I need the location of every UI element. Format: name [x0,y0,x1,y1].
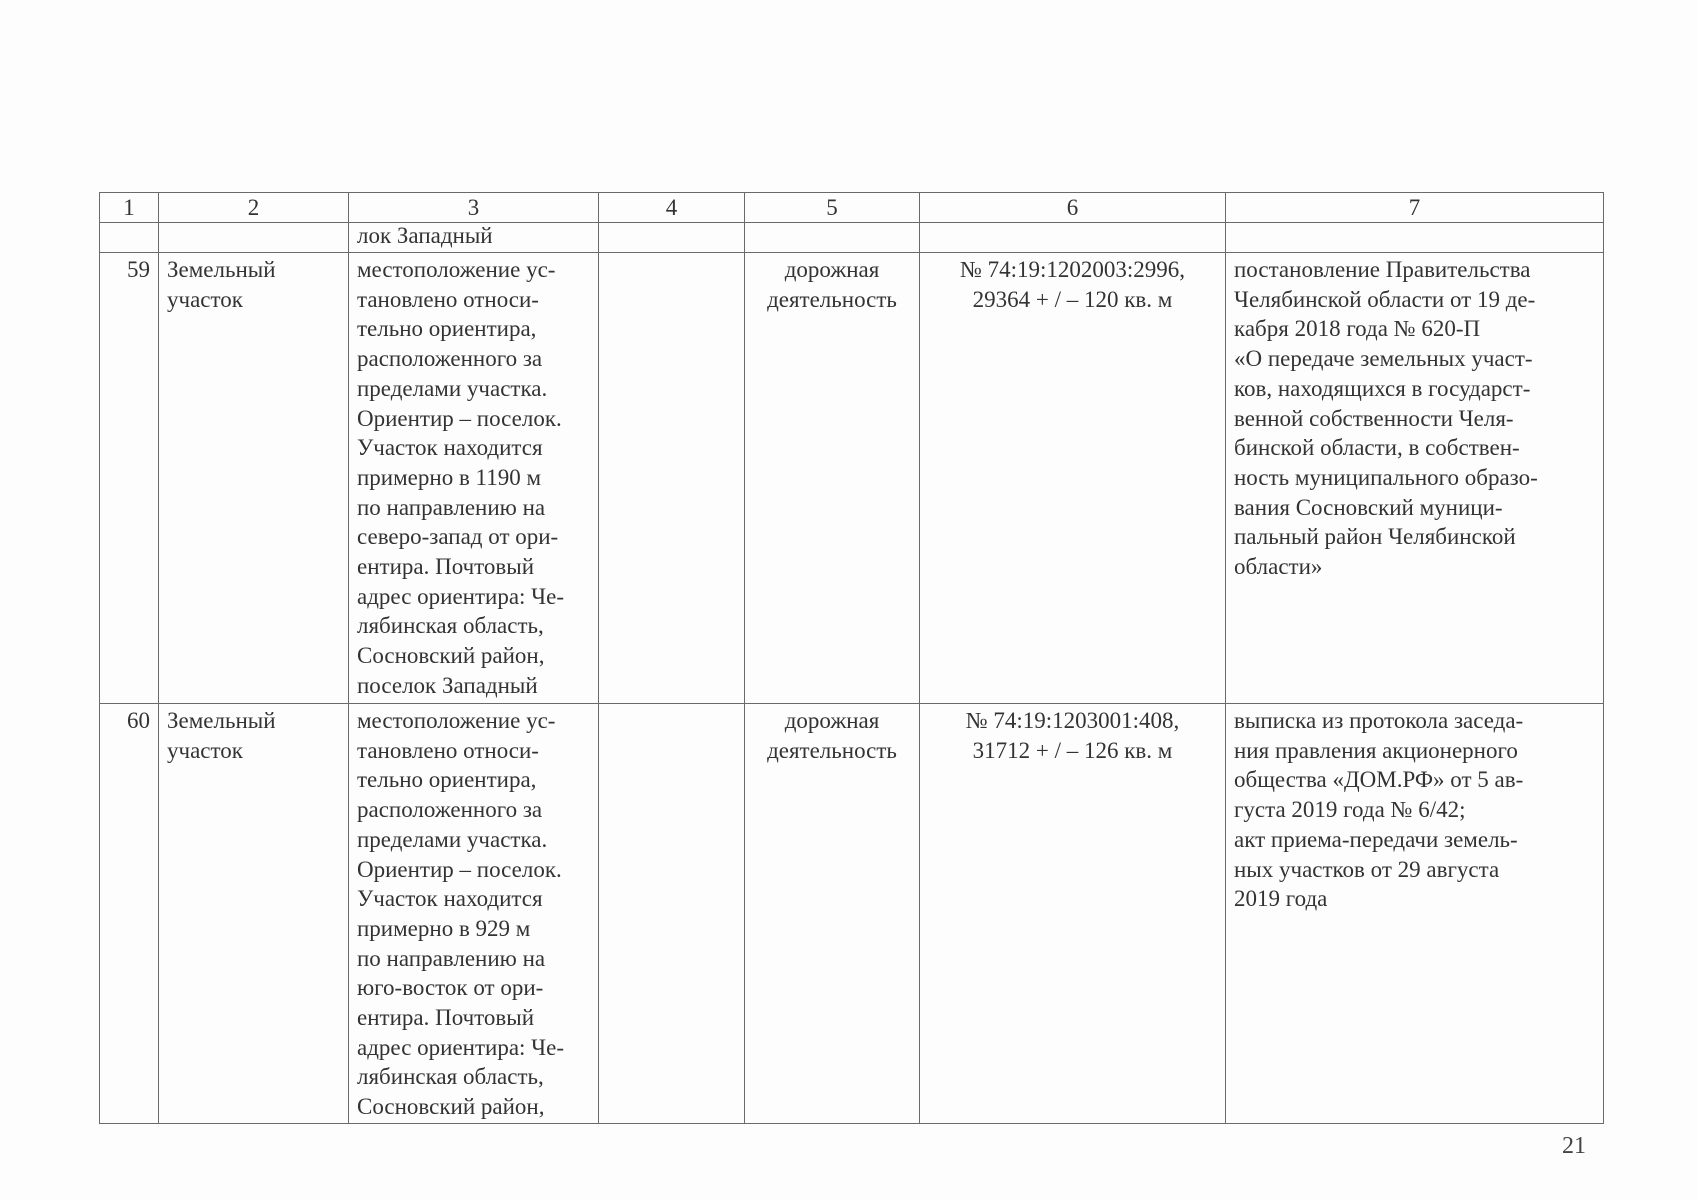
legal-basis [1226,253,1604,704]
location-line: ентира. Почтовый [357,1005,535,1031]
continuation-cell-2 [159,223,349,253]
area-value: 29364 + / – 120 кв. м [972,286,1173,312]
location-description [349,704,599,1124]
object-name: Земельный участок [159,704,349,1124]
location-line: Ориентир – поселок. [357,405,562,431]
column-number-2: 2 [159,193,349,223]
column-number-6: 6 [920,193,1226,223]
column-number-row [100,193,1604,223]
column-number-7: 7 [1226,193,1604,223]
cadastral-info [920,253,1226,704]
column-number-4: 4 [599,193,745,223]
basis-line: венной собственности Челя- [1234,405,1514,431]
basis-line: «О передаче земельных участ- [1234,346,1533,372]
column-number-3: 3 [349,193,599,223]
continuation-cell-7 [1226,223,1604,253]
continuation-cell-5 [745,223,920,253]
column-number-5: 5 [745,193,920,223]
location-line: северо-запад от ори- [357,524,559,550]
row-number: 59 [100,253,159,704]
location-line: лябинская область, [357,613,544,639]
basis-line: бинской области, в собствен- [1234,435,1520,461]
location-line: местоположение ус- [357,708,556,733]
basis-line: акт приема-передачи земель- [1234,826,1518,852]
location-line: Ориентир – поселок. [357,856,562,882]
basis-line: постановление Правительства [1234,257,1531,282]
location-line: тельно ориентира, [357,767,537,793]
basis-line: выписка из протокола заседа- [1234,708,1524,733]
continuation-cell-4 [599,223,745,253]
object-name: Земельный участок [159,253,349,704]
location-line: адрес ориентира: Че- [357,1034,564,1060]
table-row [100,253,1604,704]
location-line: примерно в 1190 м [357,464,541,490]
basis-line: ность муниципального образо- [1234,464,1538,490]
location-line: тельно ориентира, [357,316,537,342]
location-line: лябинская область, [357,1064,544,1090]
basis-line: кабря 2018 года № 620-П [1234,316,1481,342]
cadastral-number: № 74:19:1202003:2996, [959,257,1186,282]
basis-line: ков, находящихся в государст- [1234,375,1531,401]
location-line: Участок находится [357,886,543,912]
basis-line: пальный район Челябинской [1234,524,1516,550]
location-line: юго-восток от ори- [357,975,544,1001]
basis-line: вания Сосновский муници- [1234,494,1503,520]
land-registry-table [99,192,1604,1124]
cadastral-info [920,704,1226,1124]
location-line: местоположение ус- [357,257,556,282]
basis-line: общества «ДОМ.РФ» от 5 ав- [1234,767,1524,793]
location-line: адрес ориентира: Че- [357,583,564,609]
row-number: 60 [100,704,159,1124]
basis-line: ных участков от 29 августа [1234,856,1500,882]
location-line: Сосновский район, [357,1094,545,1120]
location-line: по направлению на [357,945,546,971]
location-line: ентира. Почтовый [357,554,535,580]
area-value: 31712 + / – 126 кв. м [972,737,1173,763]
basis-line: Челябинской области от 19 де- [1234,286,1536,312]
location-line: тановлено относи- [357,737,539,763]
location-line: примерно в 929 м [357,915,531,941]
continuation-cell-1 [100,223,159,253]
basis-line: 2019 года [1234,886,1328,912]
location-line: тановлено относи- [357,286,539,312]
basis-line: ния правления акционерного [1234,737,1518,763]
cadastral-number: № 74:19:1203001:408, [965,708,1180,733]
location-line: расположенного за [357,346,543,372]
continuation-cell-6 [920,223,1226,253]
location-line: пределами участка. [357,826,548,852]
usage-purpose: дорожная деятельность [745,704,920,1124]
location-line: пределами участка. [357,375,548,401]
table-row [100,704,1604,1124]
legal-basis [1226,704,1604,1124]
usage-purpose: дорожная деятельность [745,253,920,704]
page-number: 21 [1562,1133,1586,1159]
column-number-1: 1 [100,193,159,223]
location-line: Сосновский район, [357,643,545,669]
column-4-cell [599,253,745,704]
location-line: по направлению на [357,494,546,520]
location-description [349,253,599,704]
continuation-location: лок Западный [349,223,599,253]
basis-line: густа 2019 года № 6/42; [1234,797,1466,823]
column-4-cell [599,704,745,1124]
location-line: Участок находится [357,435,543,461]
continuation-row [100,223,1604,253]
basis-line: области» [1234,554,1323,580]
location-line: поселок Западный [357,672,538,698]
location-line: расположенного за [357,797,543,823]
